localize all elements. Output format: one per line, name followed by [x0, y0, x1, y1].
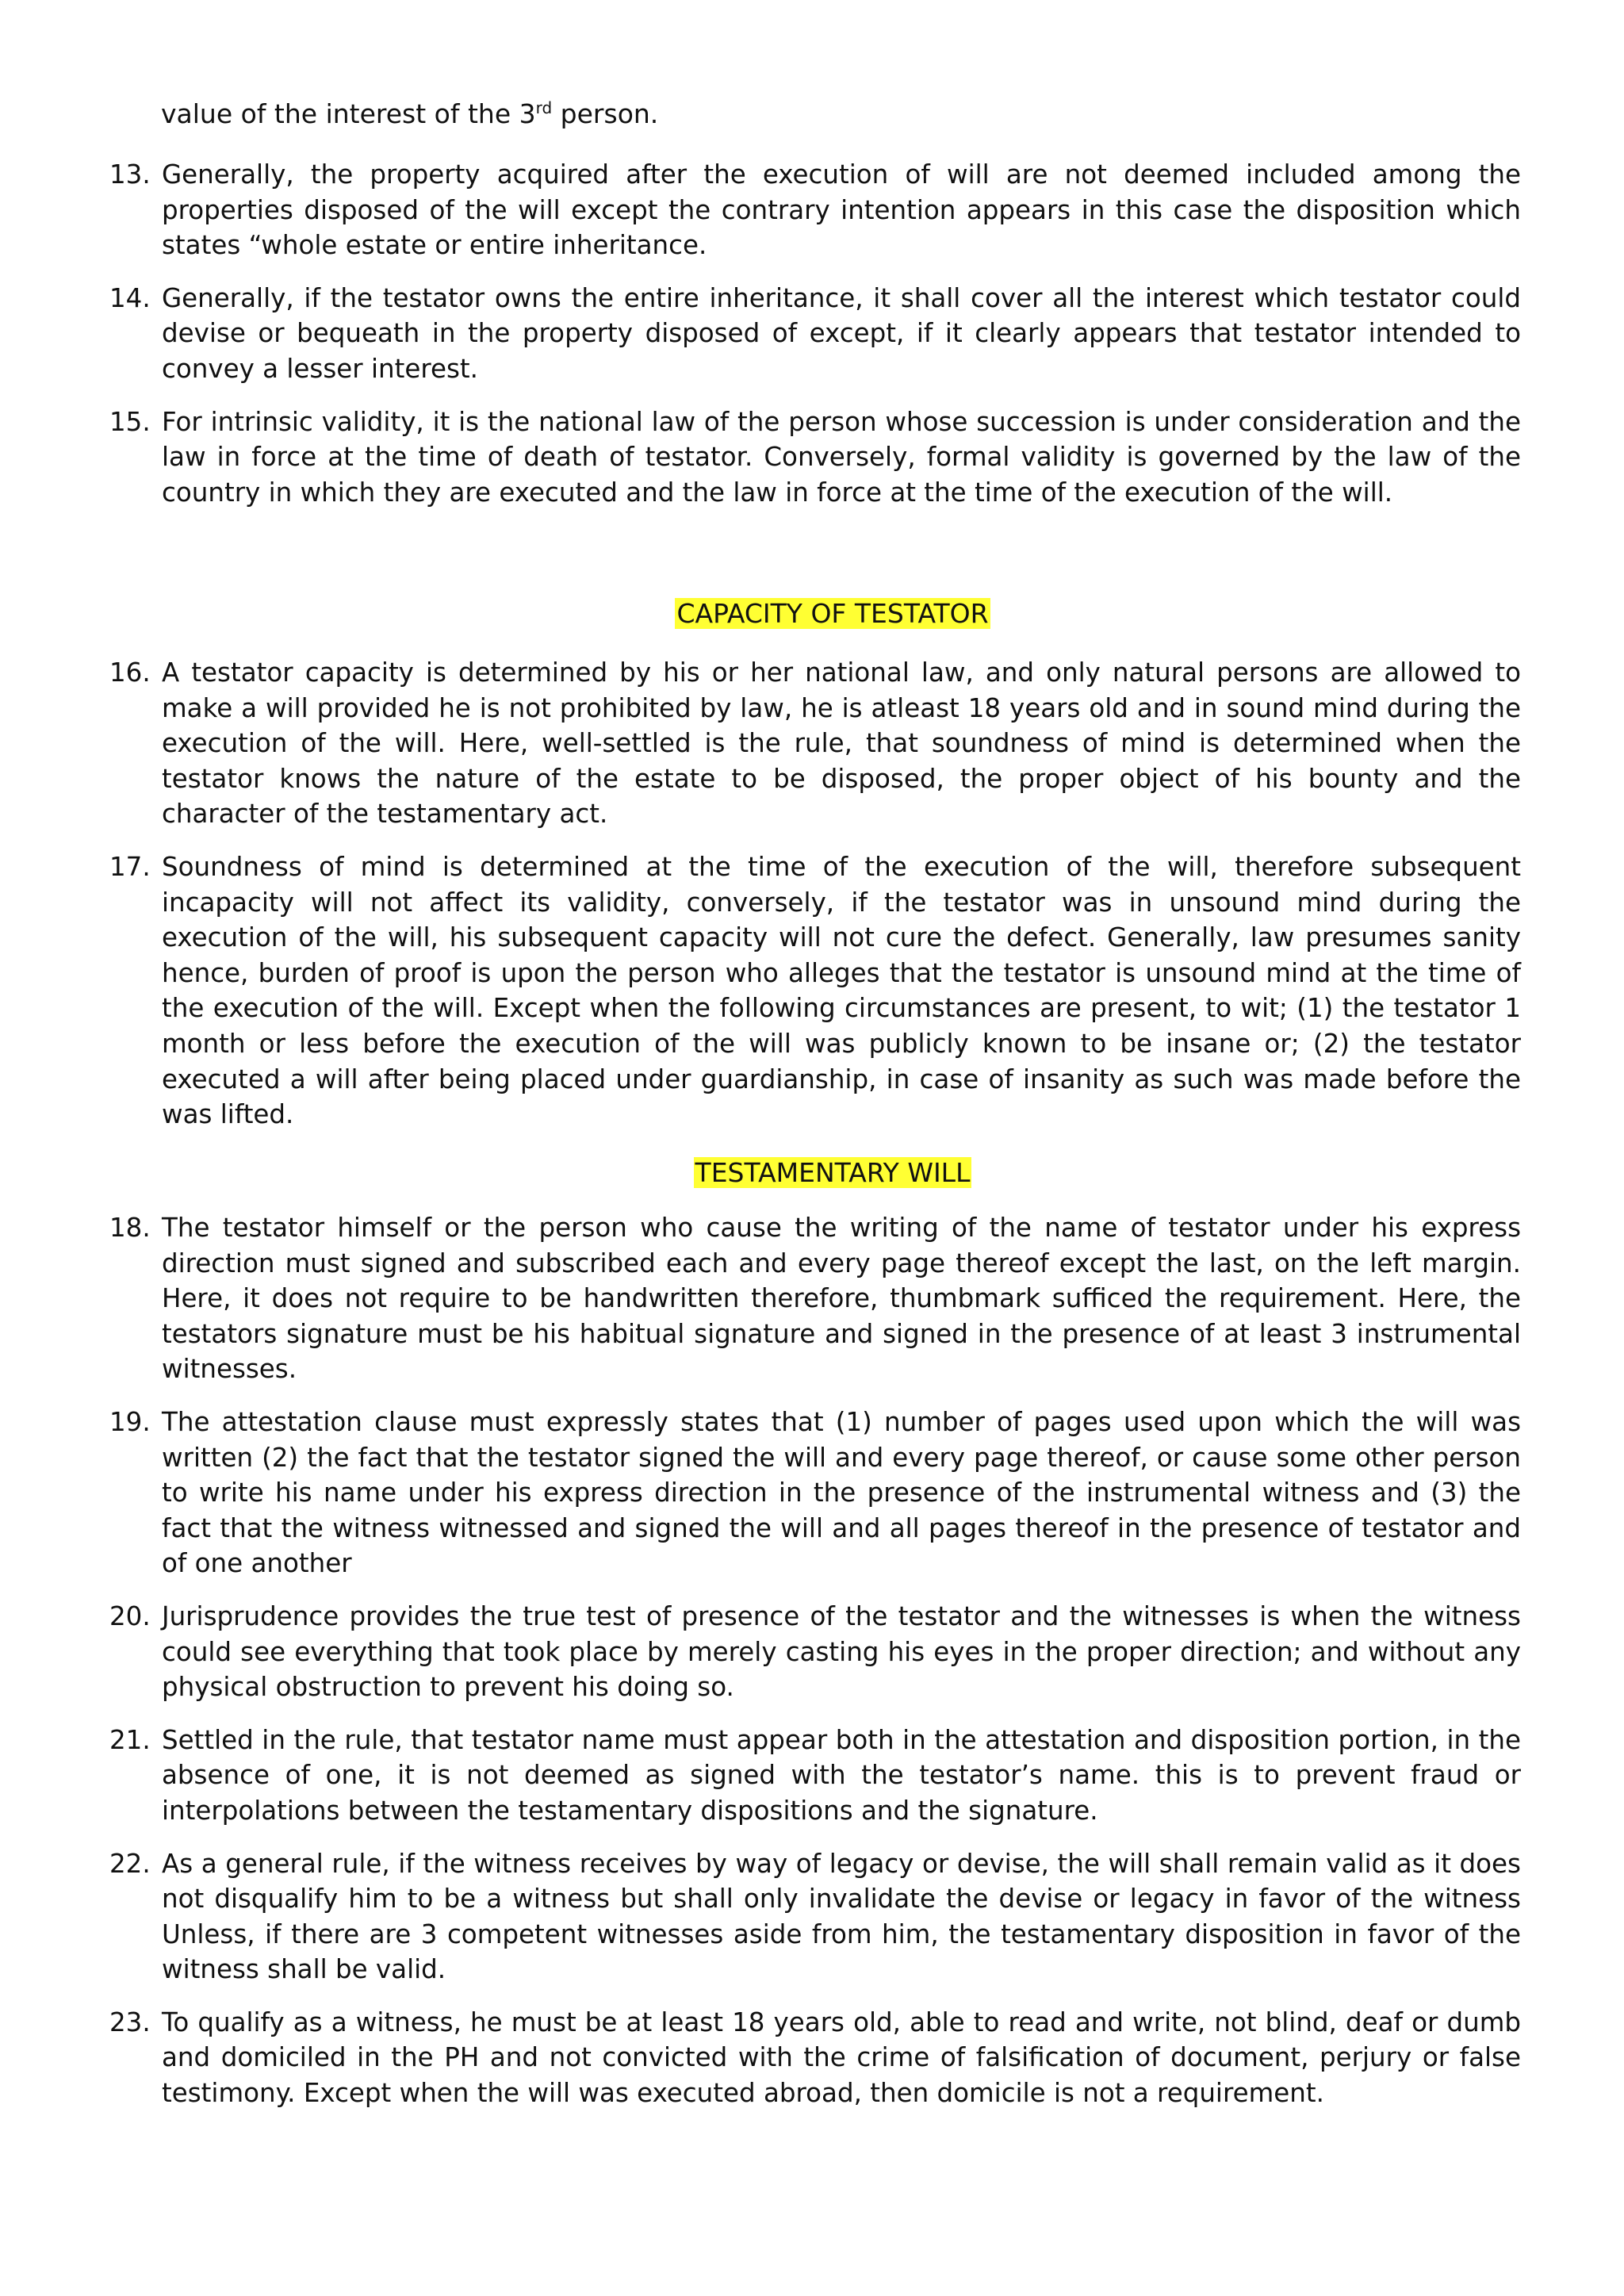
- rules-list-testamentary: [109, 1210, 1521, 2111]
- list-item-21: [109, 1723, 1521, 1829]
- item-text: Generally, the property acquired after the execution of will are not deemed included among the properties disposed of the will except the contrary intention appears in this case the disposition which states “whole estate or entire inheritance.: [162, 159, 1521, 261]
- list-item-20: [109, 1599, 1521, 1705]
- section-heading-testamentary: TESTAMENTARY WILL: [695, 1157, 971, 1188]
- list-item-16: [109, 655, 1521, 832]
- item-text: As a general rule, if the witness receives by way of legacy or devise, the will shall remain valid as it does not disqualify him to be a witness but shall only invalidate the devise or legacy in favor of the witness Unless, if there are 3 competent witnesses aside from him, the testamentary disposition in favor of the witness shall be valid.: [162, 1848, 1521, 1985]
- continuation-line: [161, 97, 1525, 132]
- continuation-text-end: person.: [552, 98, 659, 129]
- list-item-14: [109, 281, 1521, 387]
- item-text: Generally, if the testator owns the entire inheritance, it shall cover all the interest which testator could devise or bequeath in the property disposed of except, if it clearly appears that testator intended to convey a lesser interest.: [162, 282, 1521, 384]
- item-text: Settled in the rule, that testator name must appear both in the attestation and disposition portion, in the absence of one, it is not deemed as signed with the testator’s name. this is to prevent fraud or interpolations between the testamentary dispositions and the signature.: [162, 1724, 1521, 1826]
- list-item-13: [109, 157, 1521, 263]
- item-number: 15.: [109, 406, 151, 437]
- list-item-19: [109, 1405, 1521, 1581]
- item-number: 14.: [109, 282, 151, 313]
- list-item-23: [109, 2005, 1521, 2111]
- item-text: Jurisprudence provides the true test of presence of the testator and the witnesses is when the witness could see everything that took place by merely casting his eyes in the proper direction; and without any physical obstruction to prevent his doing so.: [162, 1600, 1521, 1703]
- item-text: The testator himself or the person who cause the writing of the name of testator under his express direction must signed and subscribed each and every page thereof except the last, on the left margin. Here, it does not require to be handwritten therefore, thumbmark sufficed the requirement. Here, the testators signature must be his habitual signature and signed in the presence of at least 3 instrumental witnesses.: [162, 1213, 1521, 1385]
- item-text: A testator capacity is determined by his or her national law, and only natural persons are allowed to make a will provided he is not prohibited by law, he is atleast 18 years old and in sound mind during the execution of the will. Here, well-settled is the rule, that soundness of mind is determined when the testator knows the nature of the estate to be disposed, the proper object of his bounty and the character of the testamentary act.: [162, 657, 1521, 830]
- item-text: The attestation clause must expressly states that (1) number of pages used upon which the will was written (2) the fact that the testator signed the will and every page thereof, or cause some other person to write his name under his express direction in the presence of the instrumental witness and (3) the fact that the witness witnessed and signed the will and all pages thereof in the presence of testator and of one another: [162, 1406, 1521, 1579]
- item-number: 18.: [109, 1213, 151, 1243]
- item-text: To qualify as a witness, he must be at least 18 years old, able to read and write, not blind, deaf or dumb and domiciled in the PH and not convicted with the crime of falsification of document, perjury or false testimony. Except when the will was executed abroad, then domicile is not a requirement.: [162, 2007, 1521, 2109]
- ordinal-superscript: rd: [535, 98, 553, 117]
- list-item-18: [109, 1210, 1521, 1387]
- continuation-text: value of the interest of the 3: [161, 98, 536, 129]
- item-number: 17.: [109, 851, 151, 882]
- list-item-22: [109, 1846, 1521, 1987]
- section-heading-capacity: CAPACITY OF TESTATOR: [676, 598, 989, 629]
- rules-list-capacity: [109, 655, 1521, 1133]
- item-number: 23.: [109, 2007, 151, 2037]
- item-number: 19.: [109, 1406, 151, 1437]
- item-text: Soundness of mind is determined at the time of the execution of the will, therefore subsequent incapacity will not affect its validity, conversely, if the testator was in unsound mind during the execution of the will, his subsequent capacity will not cure the defect. Generally, law presumes sanity hence, burden of proof is upon the person who alleges that the testator is unsound mind at the time of the execution of the will. Except when the following circumstances are present, to wit; (1) the testator 1 month or less before the execution of the will was publicly known to be insane or; (2) the testator executed a will after being placed under guardianship, in case of insanity as such was made before the was lifted.: [162, 851, 1521, 1130]
- item-number: 21.: [109, 1724, 151, 1755]
- item-number: 22.: [109, 1848, 151, 1879]
- item-text: For intrinsic validity, it is the national law of the person whose succession is under consideration and the law in force at the time of death of testator. Conversely, formal validity is governed by the law of the country in which they are executed and the law in force at the time of the execution of the will.: [162, 406, 1521, 508]
- item-number: 16.: [109, 657, 151, 688]
- list-item-15: [109, 404, 1521, 511]
- rules-list-general: [109, 157, 1521, 510]
- list-item-17: [109, 849, 1521, 1133]
- item-number: 20.: [109, 1600, 151, 1631]
- item-number: 13.: [109, 159, 151, 190]
